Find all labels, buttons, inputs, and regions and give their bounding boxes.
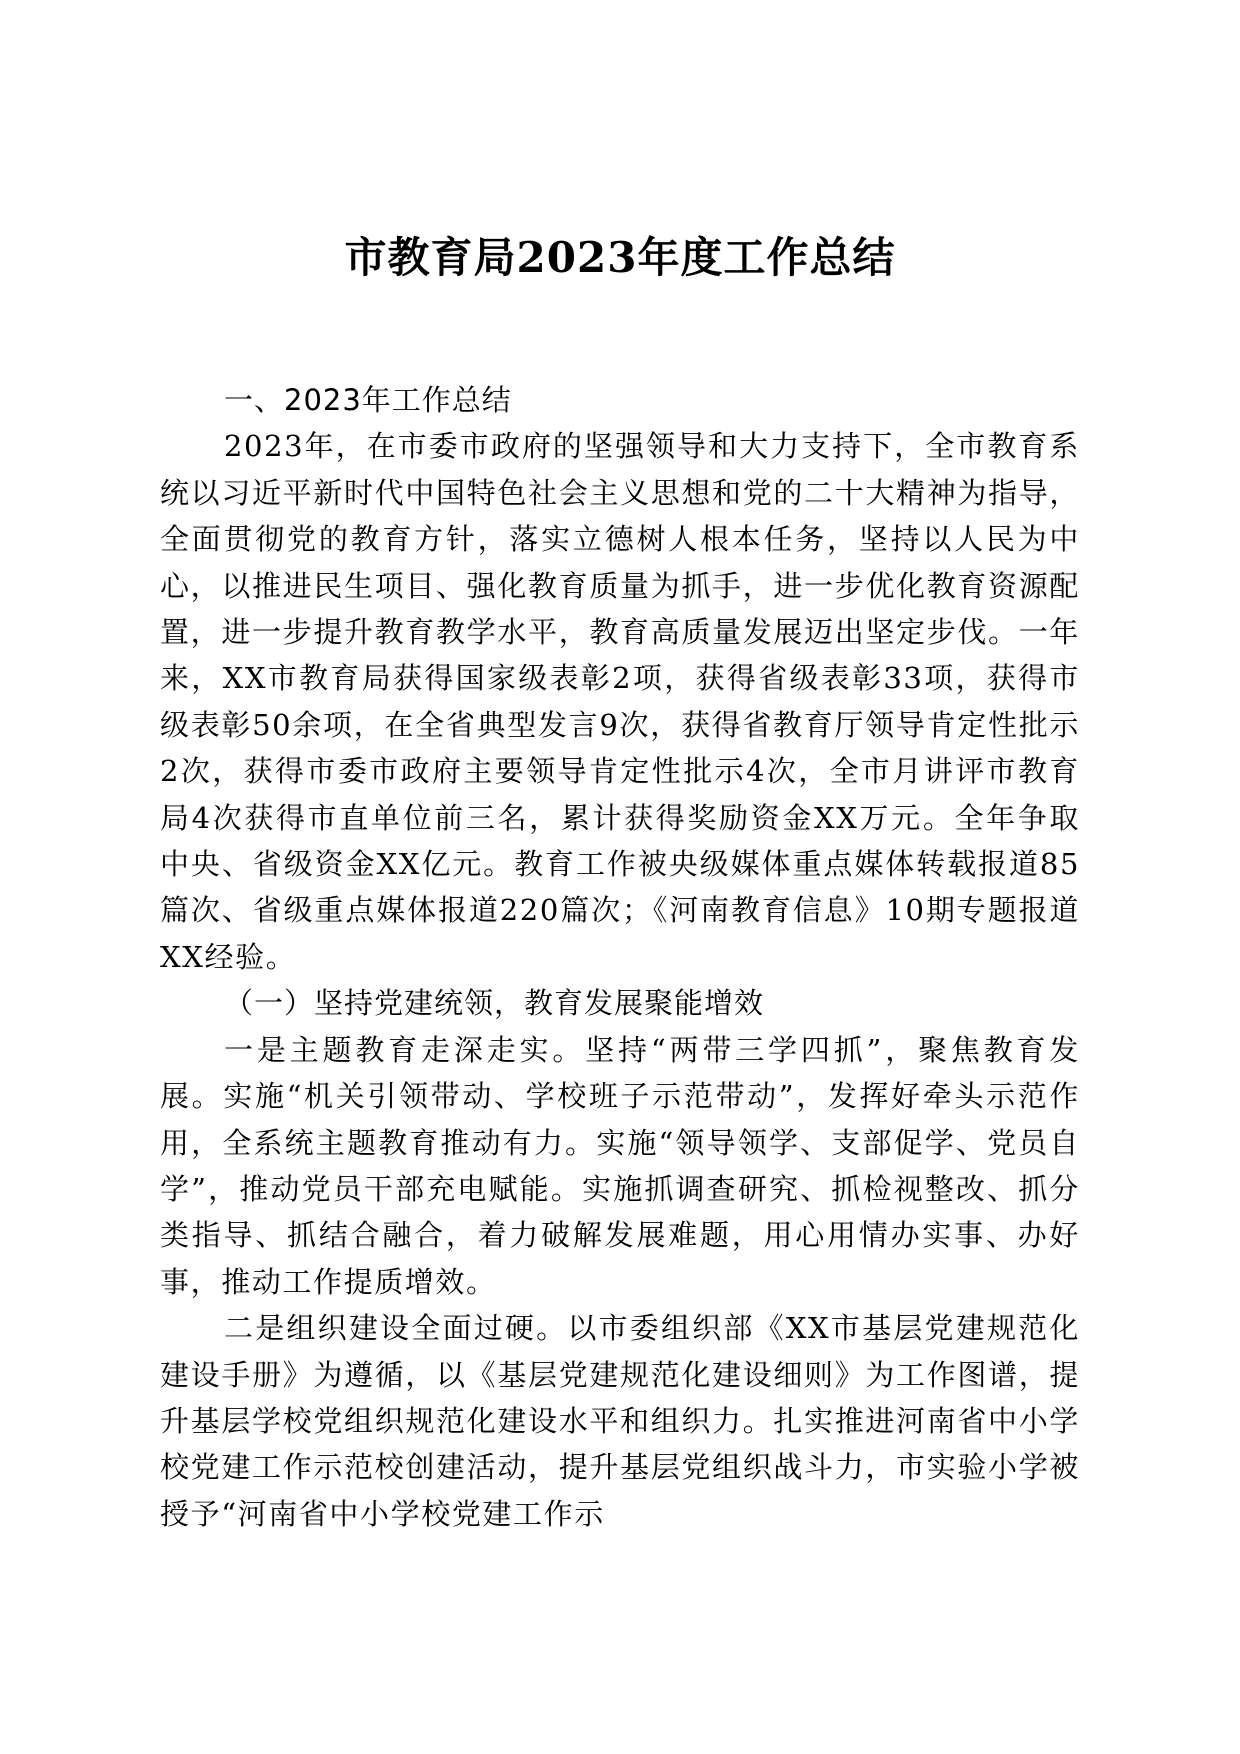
intro-paragraph: 2023年，在市委市政府的坚强领导和大力支持下，全市教育系统以习近平新时代中国特色社会主义思想和党的二十大精神为指导，全面贯彻党的教育方针，落实立德树人根本任务，坚持以人民为中心，以推进民生项目、强化教育质量为抓手，进一步优化教育资源配置，进一步提升教育教学水平，教育高质量发展迈出坚定步伐。一年来，XX市教育局获得国家级表彰2项，获得省级表彰33项，获得市级表彰50余项，在全省典型发言9次，获得省教育厅领导肯定性批示2次，获得市委市政府主要领导肯定性批示4次，全市月讲评市教育局4次获得市直单位前三名，累计获得奖励资金XX万元。全年争取中央、省级资金XX亿元。教育工作被央级媒体重点媒体转载报道85篇次、省级重点媒体报道220篇次；《河南教育信息》10期专题报道XX经验。	[160, 429, 1080, 974]
body-paragraph-2: 二是组织建设全面过硬。以市委组织部《XX市基层党建规范化建设手册》为遵循，以《基层党建规范化建设细则》为工作图谱，提升基层学校党组织规范化建设水平和组织力。扎实推进河南省中小学校党建工作示范校创建活动，提升基层党组织战斗力，市实验小学被授予“河南省中小学校党建工作示	[160, 1311, 1080, 1531]
document-body	[160, 377, 1080, 1537]
section-heading: 一、2023年工作总结	[224, 383, 512, 417]
subsection-heading: （一）坚持党建统领，教育发展聚能增效	[224, 986, 765, 1021]
body-paragraph-1: 一是主题教育走深走实。坚持“两带三学四抓”，聚焦教育发展。实施“机关引领带动、学校班子示范带动”，发挥好牵头示范作用，全系统主题教育推动有力。实施“领导领学、支部促学、党员自学”，推动党员干部充电赋能。实施抓调查研究、抓检视整改、抓分类指导、抓结合融合，着力破解发展难题，用心用情办实事、办好事，推动工作提质增效。	[160, 1032, 1080, 1299]
document-title: 市教育局2023年度工作总结	[344, 233, 896, 282]
